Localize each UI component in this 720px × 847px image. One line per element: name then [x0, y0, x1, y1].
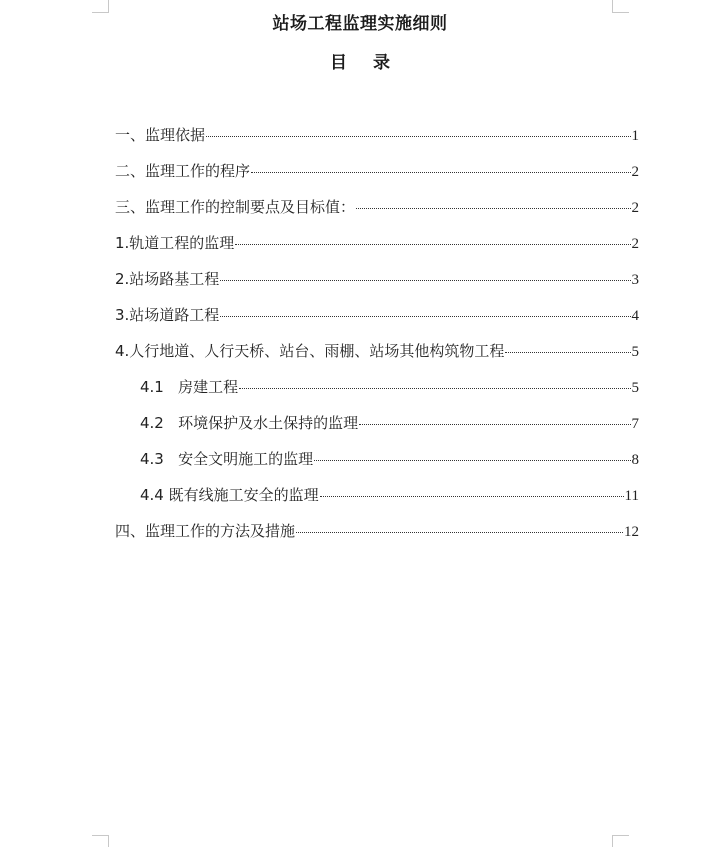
toc-entry[interactable] [140, 412, 639, 440]
toc-entry-page: 3 [631, 272, 639, 288]
toc-entry-page: 12 [624, 524, 639, 540]
toc-dot-leader [220, 280, 630, 281]
toc-entry-page: 2 [631, 164, 639, 180]
toc-entry-text: 4.3 安全文明施工的监理 [140, 450, 314, 468]
toc-dot-leader [296, 532, 623, 533]
toc-entry-text: 4.4 既有线施工安全的监理 [140, 486, 319, 504]
toc-entry[interactable] [115, 340, 639, 368]
document-title: 站场工程监理实施细则 [272, 14, 448, 34]
toc-entry-text: 四、监理工作的方法及措施 [115, 522, 296, 540]
toc-heading: 目录 [330, 53, 416, 73]
toc-entry-text: 4.2 环境保护及水土保持的监理 [140, 414, 359, 432]
toc-entry[interactable] [115, 232, 639, 260]
toc-entry[interactable] [115, 124, 639, 152]
toc-entry-page: 2 [631, 236, 639, 252]
toc-dot-leader [251, 172, 630, 173]
toc-entry[interactable] [140, 484, 639, 512]
toc-dot-leader [239, 388, 630, 389]
toc-entry-page: 4 [631, 308, 639, 324]
toc-entry-text: 三、监理工作的控制要点及目标值： [115, 198, 356, 216]
toc-dot-leader [235, 244, 630, 245]
toc-entry[interactable] [115, 520, 639, 548]
toc-dot-leader [220, 316, 630, 317]
toc-entry-page: 1 [631, 128, 639, 144]
toc-entry-text: 二、监理工作的程序 [115, 162, 251, 180]
toc-entry-text: 3.站场道路工程 [115, 306, 220, 324]
toc-dot-leader [206, 136, 630, 137]
toc-entry-page: 8 [631, 452, 639, 468]
toc-entry[interactable] [140, 376, 639, 404]
toc-dot-leader [314, 460, 630, 461]
toc-entry-text: 一、监理依据 [115, 126, 206, 144]
toc-entry[interactable] [115, 304, 639, 332]
crop-mark-bottom-right [612, 835, 629, 847]
toc-dot-leader [356, 208, 630, 209]
toc-entry-page: 5 [631, 380, 639, 396]
toc-entry-page: 5 [631, 344, 639, 360]
toc-entry-page: 7 [631, 416, 639, 432]
toc-entry[interactable] [115, 268, 639, 296]
toc-entry-page: 2 [631, 200, 639, 216]
toc-entry-text: 1.轨道工程的监理 [115, 234, 235, 252]
toc-entry-text: 4.1 房建工程 [140, 378, 239, 396]
toc-dot-leader [320, 496, 624, 497]
crop-mark-bottom-left [92, 835, 109, 847]
toc-entry-page: 11 [624, 488, 639, 504]
toc-entry[interactable] [140, 448, 639, 476]
toc-entry[interactable] [115, 160, 639, 188]
toc-dot-leader [505, 352, 630, 353]
toc-entry[interactable] [115, 196, 639, 224]
toc-entry-text: 4.人行地道、人行天桥、站台、雨棚、站场其他构筑物工程 [115, 342, 505, 360]
toc-dot-leader [359, 424, 630, 425]
toc-entry-text: 2.站场路基工程 [115, 270, 220, 288]
